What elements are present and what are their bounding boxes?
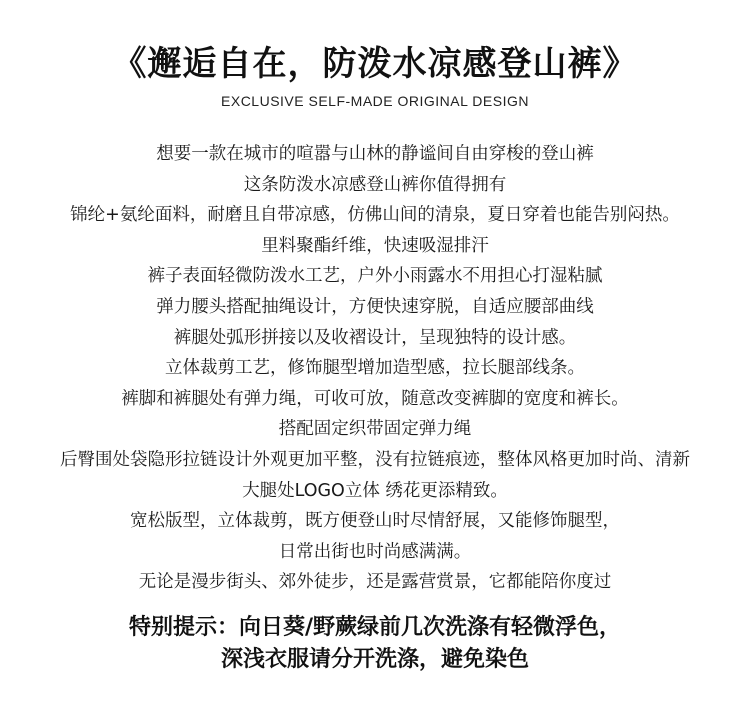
description-line: 里料聚酯纤维，快速吸湿排汗 [261, 235, 489, 256]
notice-line-1: 特别提示：向日葵/野蕨绿前几次洗涤有轻微浮色， [128, 615, 622, 640]
description-line: 立体裁剪工艺，修饰腿型增加造型感，拉长腿部线条。 [165, 358, 585, 379]
description-line: 裤脚和裤腿处有弹力绳，可收可放，随意改变裤脚的宽度和裤长。 [121, 388, 629, 409]
description-line: 无论是漫步街头、郊外徒步，还是露营赏景，它都能陪你度过 [138, 572, 612, 593]
description-line: 弹力腰头搭配抽绳设计，方便快速穿脱，自适应腰部曲线 [156, 296, 594, 317]
notice-line-2: 深浅衣服请分开洗涤，避免染色 [220, 647, 529, 672]
page-subtitle: EXCLUSIVE SELF-MADE ORIGINAL DESIGN [221, 93, 529, 109]
description-line: 锦纶+氨纶面料，耐磨且自带凉感，仿佛山间的清泉，夏日穿着也能告别闷热。 [70, 205, 680, 226]
description-line: 想要一款在城市的喧嚣与山林的静谧间自由穿梭的登山裤 [156, 144, 594, 164]
description-line: 大腿处LOGO立体 绣花更添精致。 [242, 480, 508, 501]
description-line: 搭配固定织带固定弹力绳 [278, 419, 472, 440]
description-line: 后臀围处袋隐形拉链设计外观更加平整，没有拉链痕迹，整体风格更加时尚、清新 [60, 449, 690, 470]
special-notice [0, 612, 750, 676]
description-line: 裤子表面轻微防泼水工艺，户外小雨露水不用担心打湿粘腻 [147, 266, 603, 287]
description-line: 日常出街也时尚感满满。 [278, 541, 472, 562]
page-title: 《邂逅自在，防泼水凉感登山裤》 [112, 44, 638, 84]
description-line: 裤腿处弧形拼接以及收褶设计，呈现独特的设计感。 [173, 327, 577, 348]
description-line: 宽松版型，立体裁剪，既方便登山时尽情舒展，又能修饰腿型， [130, 511, 620, 532]
description-line: 这条防泼水凉感登山裤你值得拥有 [243, 174, 507, 195]
description-text-block [0, 139, 750, 598]
